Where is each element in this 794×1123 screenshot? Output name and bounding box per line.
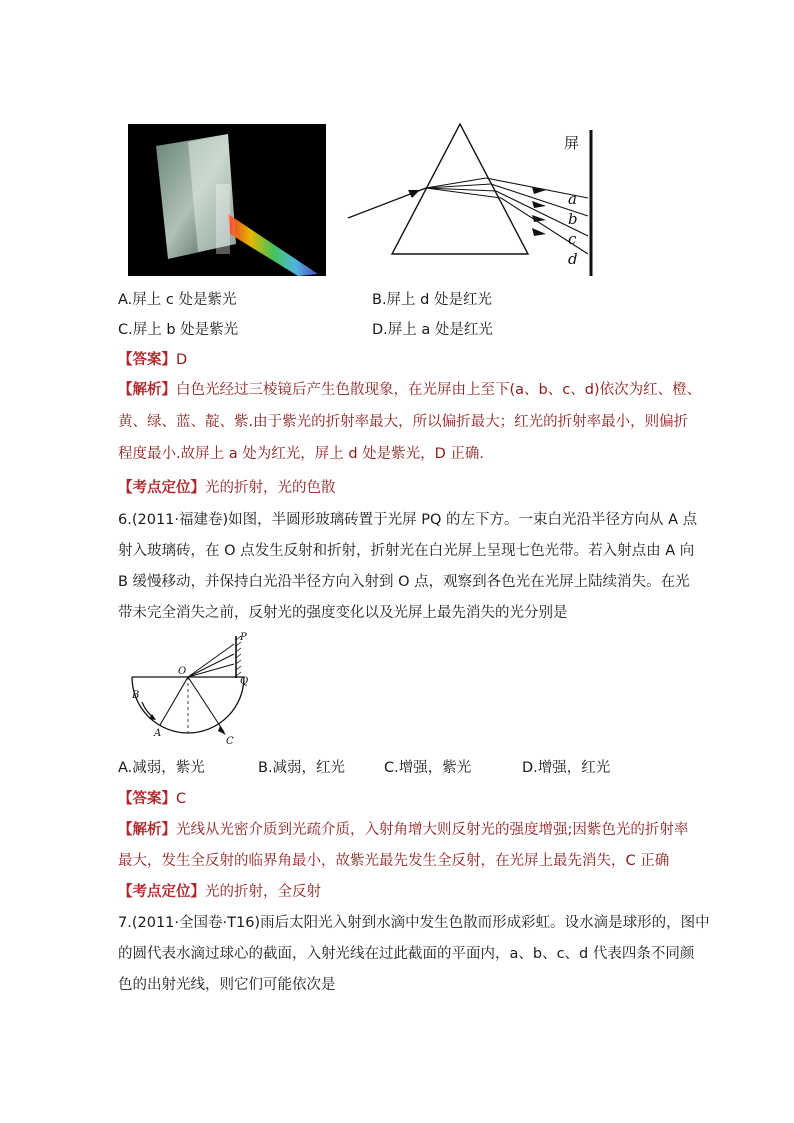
kaodian-tag: 【考点定位】	[118, 884, 205, 900]
analysis-tag: 【解析】	[118, 822, 176, 838]
point-label-b: b	[568, 210, 578, 228]
q5-option-a: A.屏上 c 处是紫光	[118, 292, 237, 308]
label-q: Q	[240, 676, 249, 687]
prism-dispersion-diagram	[336, 118, 626, 283]
q5-kaodian	[118, 478, 336, 498]
answer-value: D	[176, 352, 188, 368]
point-label-d: d	[568, 250, 578, 268]
q5-analysis-line-2: 黄、绿、蓝、靛、紫.由于紫光的折射率最大，所以偏折最大；红光的折射率最小，则偏折	[118, 414, 689, 430]
label-c: C	[226, 736, 234, 747]
kaodian-value: 光的折射，全反射	[205, 884, 321, 900]
q6-stem-line-4: 带未完全消失之前，反射光的强度变化以及光屏上最先消失的光分别是	[118, 605, 568, 621]
q5-option-c: C.屏上 b 处是紫光	[118, 322, 239, 338]
answer-value: C	[176, 791, 187, 807]
kaodian-value: 光的折射，光的色散	[205, 480, 336, 496]
label-b: B	[132, 690, 140, 701]
q7-stem-line-3: 色的出射光线，则它们可能依次是	[118, 977, 336, 993]
answer-tag: 【答案】	[118, 791, 176, 807]
label-a: A	[154, 728, 162, 739]
analysis-tag: 【解析】	[118, 382, 176, 398]
screen-label: 屏	[564, 134, 580, 152]
label-o: O	[178, 666, 187, 677]
semicircle-glass-diagram	[118, 632, 258, 750]
q6-stem-line-3: B 缓慢移动，并保持白光沿半径方向入射到 O 点，观察到各色光在光屏上陆续消失。在光	[118, 574, 690, 590]
kaodian-tag: 【考点定位】	[118, 480, 205, 496]
q6-stem-line-2: 射入玻璃砖，在 O 点发生反射和折射，折射光在白光屏上呈现七色光带。若入射点由 A 向	[118, 543, 695, 559]
q5-analysis-line-1: 【解析】白色光经过三棱镜后产生色散现象，在光屏由上至下(a、b、c、d)依次为红、橙、	[118, 382, 702, 398]
q6-option-a: A.减弱，紫光	[118, 760, 205, 776]
q6-analysis-line-1: 【解析】光线从光密介质到光疏介质，入射角增大则反射光的强度增强;因紫色光的折射率	[118, 822, 689, 838]
label-p: P	[240, 632, 247, 643]
q5-option-d: D.屏上 a 处是红光	[372, 322, 493, 338]
q5-option-b: B.屏上 d 处是红光	[372, 292, 492, 308]
q5-analysis-line-3: 程度最小.故屏上 a 处为红光，屏上 d 处是紫光，D 正确.	[118, 446, 485, 462]
q5-figures	[0, 118, 794, 283]
q6-analysis-line-2: 最大，发生全反射的临界角最小，故紫光最先发生全反射，在光屏上最先消失，C 正确	[118, 853, 670, 869]
point-label-c: c	[568, 230, 577, 248]
point-label-a: a	[568, 190, 577, 208]
q6-option-d: D.增强，红光	[522, 760, 611, 776]
q6-option-c: C.增强，紫光	[384, 760, 472, 776]
prism-photo	[128, 124, 326, 276]
answer-tag: 【答案】	[118, 352, 176, 368]
q5-answer	[118, 350, 187, 370]
q6-answer	[118, 789, 186, 809]
q6-option-b: B.减弱，红光	[258, 760, 346, 776]
q6-stem-line-1: 6.(2011·福建卷)如图，半圆形玻璃砖置于光屏 PQ 的左下方。一束白光沿半径方向从 A 点	[118, 512, 698, 528]
q6-kaodian	[118, 882, 321, 902]
q7-stem-line-1: 7.(2011·全国卷·T16)雨后太阳光入射到水滴中发生色散而形成彩虹。设水滴是球形的，图中	[118, 915, 710, 931]
q7-stem-line-2: 的圆代表水滴过球心的截面，入射光线在过此截面的平面内，a、b、c、d 代表四条不同颜	[118, 946, 695, 962]
